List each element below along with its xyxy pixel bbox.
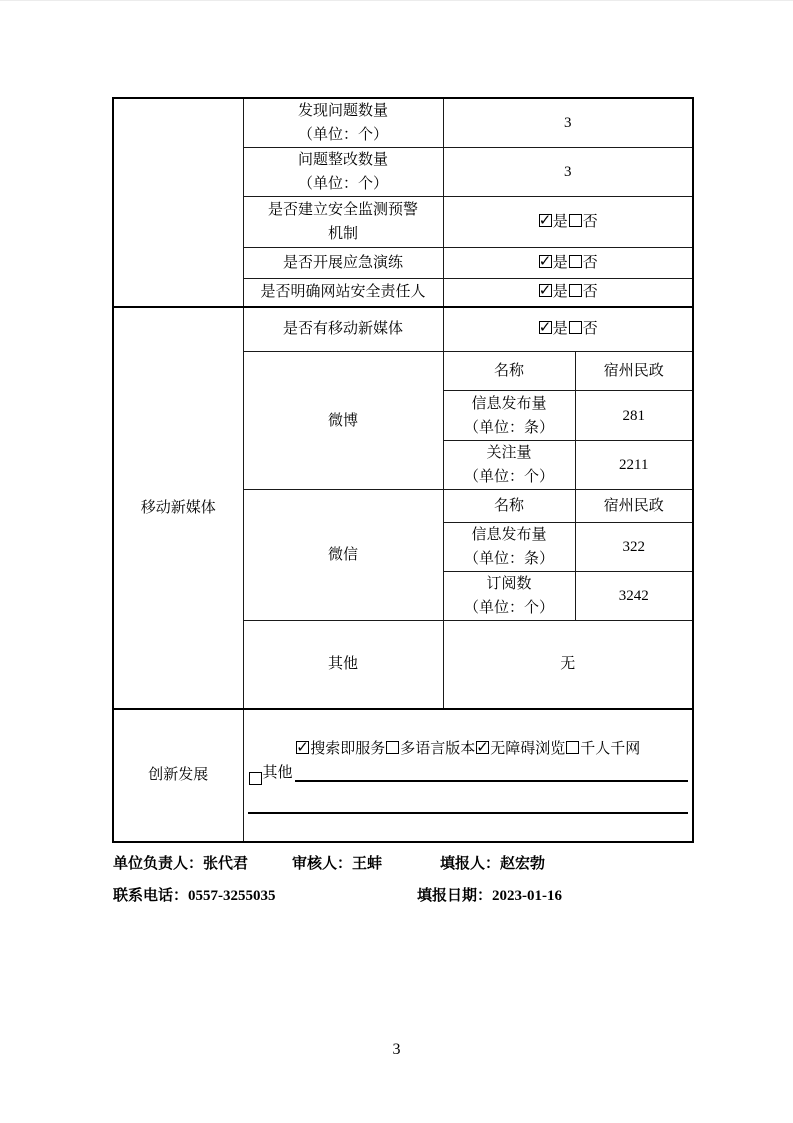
- row-label: 问题整改数量: [297, 152, 388, 168]
- row-unit: （单位：个）: [297, 176, 388, 192]
- table-row: [113, 98, 693, 148]
- yes-label: 是: [552, 214, 568, 230]
- row-label: 信息发布量: [471, 527, 547, 543]
- row-label: 订阅数: [486, 576, 532, 592]
- label-cell-wechat: 微信: [243, 490, 443, 621]
- yes-label: 是: [552, 255, 568, 271]
- checkbox-icon: [569, 284, 582, 297]
- value-cell: 3242: [575, 572, 693, 621]
- no-label: 否: [582, 284, 598, 301]
- checkbox-icon: [569, 214, 582, 227]
- checkbox-icon: [569, 321, 582, 334]
- footer-phone: [113, 884, 276, 905]
- footer-label: 填报人：: [440, 856, 501, 872]
- footer-date: [417, 884, 562, 905]
- sub-label-cell: [443, 523, 575, 572]
- label-cell-other-media: 其他: [243, 621, 443, 709]
- footer-value: 王蚌: [352, 856, 383, 872]
- value-cell-yesno: [443, 197, 693, 248]
- table-row: [113, 709, 693, 842]
- no-label: 否: [582, 214, 598, 230]
- value-cell-yesno: [443, 279, 693, 307]
- footer-reviewer: [292, 852, 382, 873]
- value-cell: 322: [575, 523, 693, 572]
- value-cell-yesno: [443, 248, 693, 279]
- value-cell: 无: [443, 621, 693, 709]
- value-cell: 281: [575, 391, 693, 441]
- sub-label-cell: [443, 490, 575, 523]
- value-cell-yesno: [443, 307, 693, 352]
- checkbox-icon: [539, 214, 552, 227]
- sub-label-cell: [443, 572, 575, 621]
- row-unit: （单位：个）: [463, 600, 554, 616]
- checkbox-icon: [249, 772, 262, 785]
- option-label: 千人千网: [580, 740, 641, 757]
- footer-label: 联系电话：: [113, 888, 189, 904]
- option-label: 其他: [262, 764, 293, 781]
- form-table-wrap: [112, 97, 694, 843]
- blank-underline: [295, 780, 688, 782]
- category-cell-empty: [113, 98, 243, 307]
- yes-label: 是: [552, 321, 568, 338]
- sub-label-cell: [443, 352, 575, 391]
- no-label: 否: [582, 321, 598, 338]
- row-label: 名称: [493, 498, 524, 514]
- footer-value: 张代君: [203, 856, 249, 872]
- row-label: 关注量: [486, 445, 532, 461]
- value-cell: 3: [443, 98, 693, 148]
- footer: [113, 852, 713, 922]
- option-label: 搜索即服务: [310, 740, 386, 757]
- checkbox-icon: [296, 741, 309, 754]
- row-label: 是否建立安全监测预警机制: [267, 202, 418, 242]
- footer-filler: [440, 852, 545, 873]
- page-number: 3: [392, 1041, 401, 1058]
- label-cell-fixed-issues: [243, 148, 443, 197]
- blank-underline: [248, 812, 689, 814]
- label-cell-has-media: 是否有移动新媒体: [243, 307, 443, 352]
- value-cell: 3: [443, 148, 693, 197]
- footer-responsible: [113, 852, 248, 873]
- value-cell: 宿州民政: [575, 352, 693, 391]
- row-label: 名称: [493, 363, 524, 379]
- yes-label: 是: [552, 284, 568, 301]
- label-cell-found-issues: [243, 98, 443, 148]
- label-cell-security-owner: 是否明确网站安全责任人: [243, 279, 443, 307]
- sub-label-cell: [443, 391, 575, 441]
- checkbox-icon: [539, 255, 552, 268]
- sub-label-cell: [443, 441, 575, 490]
- row-label: 发现问题数量: [297, 103, 388, 119]
- footer-label: 审核人：: [292, 856, 353, 872]
- innovation-content-cell: [243, 709, 693, 842]
- footer-value: 2023-01-16: [492, 888, 563, 904]
- label-cell-emergency-drill: 是否开展应急演练: [243, 248, 443, 279]
- category-cell-innovation: 创新发展: [113, 709, 243, 842]
- footer-label: 填报日期：: [417, 888, 493, 904]
- report-form-table: [112, 97, 694, 843]
- checkbox-icon: [476, 741, 489, 754]
- no-label: 否: [582, 255, 598, 271]
- checkbox-icon: [386, 741, 399, 754]
- value-cell: 2211: [575, 441, 693, 490]
- checkbox-icon: [566, 741, 579, 754]
- row-unit: （单位：个）: [297, 127, 388, 143]
- row-label: 信息发布量: [471, 395, 547, 412]
- footer-label: 单位负责人：: [113, 856, 204, 872]
- category-cell-mobile-media: 移动新媒体: [113, 307, 243, 709]
- label-cell-weibo: 微博: [243, 352, 443, 490]
- footer-value: 0557-3255035: [188, 888, 276, 904]
- checkbox-icon: [539, 284, 552, 297]
- footer-value: 赵宏勃: [500, 856, 546, 872]
- option-label: 无障碍浏览: [490, 740, 566, 757]
- row-unit: （单位：条）: [463, 419, 554, 436]
- row-unit: （单位：个）: [463, 469, 554, 485]
- row-unit: （单位：条）: [463, 551, 554, 567]
- checkbox-icon: [539, 321, 552, 334]
- value-cell: 宿州民政: [575, 490, 693, 523]
- label-cell-monitor-warning: [243, 197, 443, 248]
- innovation-other-line: [248, 761, 689, 785]
- option-label: 多语言版本: [400, 740, 476, 757]
- table-row: [113, 307, 693, 352]
- checkbox-icon: [569, 255, 582, 268]
- innovation-options: [248, 737, 689, 761]
